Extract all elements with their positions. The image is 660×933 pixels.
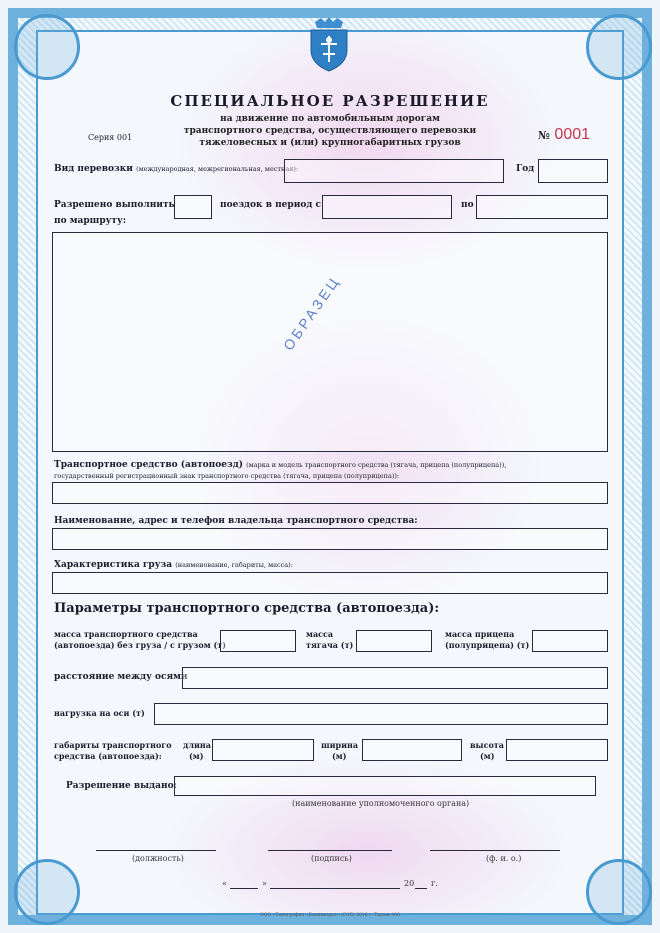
owner-field[interactable] [52,528,608,550]
parameters-heading: Параметры транспортного средства (автопоезда): [54,601,440,616]
mass-tractor-field[interactable] [356,630,432,652]
document-subtitle-3: тяжеловесных и (или) крупногабаритных грузов [199,138,461,148]
date-day-line [230,888,258,889]
signature-line [268,850,392,851]
mass-tractor-label-1: масса [306,629,334,639]
date-quote-open: « [222,879,227,888]
period-start-field[interactable] [322,195,452,219]
height-label-2: (м) [480,751,495,761]
vehicle-hint: государственный регистрационный знак транспортного средства (тягача, прицепа (полуприцепа)): [54,472,400,480]
period-to-label: по [461,200,474,210]
document-number [538,126,590,144]
document-title: СПЕЦИАЛЬНОЕ РАЗРЕШЕНИЕ [170,92,490,110]
length-field[interactable] [212,739,314,761]
name-line [430,850,560,851]
trips-label: Разрешено выполнить [54,200,175,210]
vehicle-field[interactable] [52,482,608,504]
document-subtitle-2: транспортного средства, осуществляющего перевозки [183,126,477,136]
dimensions-label-1: габариты транспортного [54,740,172,750]
period-end-field[interactable] [476,195,608,219]
mass-trailer-label-2: (полуприцепа) (т) [445,640,530,650]
sample-watermark: ОБРАЗЕЦ [280,272,343,354]
axle-load-field[interactable] [154,703,608,725]
axle-distance-label: расстояние между осями [54,672,188,682]
issued-hint: (наименование уполномоченного органа) [292,799,470,808]
period-label: поездок в период с [220,200,321,210]
axle-load-label: нагрузка на оси (т) [54,708,145,718]
number-sign: № [538,129,550,142]
width-label-1: ширина [321,740,359,750]
vehicle-label: Транспортное средство (автопоезд) (марка и модель транспортного средства (тягача, прицепа (полуприцепа)), [54,460,507,470]
width-label-2: (м) [332,751,347,761]
position-caption: (должность) [132,854,184,863]
position-line [96,850,216,851]
transport-type-label: Вид перевозки (международная, межрегиональная, местная): [54,164,299,174]
date-month-line [270,888,400,889]
transport-type-field[interactable] [284,159,504,183]
cargo-field[interactable] [52,572,608,594]
width-field[interactable] [362,739,462,761]
date-year-suffix: г. [431,879,438,888]
issued-label: Разрешение выдано: [66,781,177,791]
height-label-1: высота [470,740,504,750]
owner-label: Наименование, адрес и телефон владельца транспортного средства: [54,516,418,526]
route-field[interactable] [52,232,608,452]
mass-trailer-label-1: масса прицепа [445,629,515,639]
dimensions-label-2: средства (автопоезда): [54,751,162,761]
number-value: 0001 [554,126,591,143]
signature-caption: (подпись) [311,854,352,863]
length-label-2: (м) [189,751,204,761]
date-quote-close: » [262,879,267,888]
year-label: Год [516,164,535,174]
route-label: по маршруту: [54,216,127,226]
mass-trailer-field[interactable] [532,630,608,652]
corner-ornament-top-right [586,14,652,80]
printer-imprint: ООО «Типография «Бланкиздат» (СОБ) 2016 г. Тираж 400 [260,913,400,918]
mass-vehicle-label-2: (автопоезда) без груза / с грузом (т) [54,640,226,650]
trips-count-field[interactable] [174,195,212,219]
document-subtitle-1: на движение по автомобильным дорогам [220,114,440,124]
length-label-1: длина [183,740,211,750]
height-field[interactable] [506,739,608,761]
date-year-prefix: 20 [404,879,415,888]
corner-ornament-top-left [14,14,80,80]
cargo-label: Характеристика груза (наименование, габариты, масса): [54,560,293,570]
mass-vehicle-label-1: масса транспортного средства [54,629,198,639]
coat-of-arms-emblem [307,16,351,72]
axle-distance-field[interactable] [182,667,608,689]
mass-vehicle-field[interactable] [220,630,296,652]
date-year-line [415,888,427,889]
name-caption: (ф. и. о.) [486,854,522,863]
year-field[interactable] [538,159,608,183]
series-label: Серия 001 [88,133,133,142]
mass-tractor-label-2: тягача (т) [306,640,354,650]
issued-field[interactable] [174,776,596,796]
